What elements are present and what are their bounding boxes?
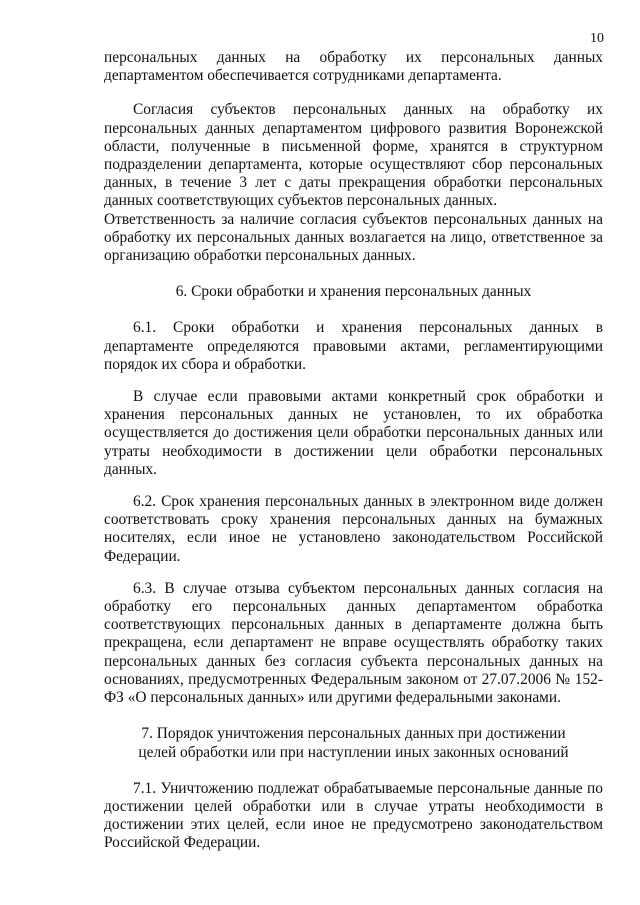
paragraph-consents-storage: Согласия субъектов персональных данных на обработку их персональных данных департаментом цифрового развития Воронежской области, полученные в письменной форме, хранятся в структурном подразделении департамента, которые осуществляют сбор персональных данных, в течение 3 лет с даты прекращения обработки персональных данных соответствующих субъектов персональных данных. [104,101,603,210]
paragraph-responsibility: Ответственность за наличие согласия субъектов персональных данных на обработку их персональных данных возлагается на лицо, ответственное за организацию обработки персональных данных. [104,210,603,265]
document-body [104,49,603,853]
paragraph-6-3: 6.3. В случае отзыва субъектом персональных данных согласия на обработку его персональных данных департаментом обработка соответствующих персональных данных в департаменте должна быть прекращена, если департамент не вправе осуществлять обработку таких персональных данных без согласия субъекта персональных данных на основаниях, предусмотренных Федеральным законом от 27.07.2006 № 152-ФЗ «О персональных данных» или другими федеральными законами. [104,579,603,707]
section-7-heading [104,725,603,761]
page-number: 10 [590,31,604,46]
paragraph-6-2: 6.2. Срок хранения персональных данных в электронном виде должен соответствовать сроку хранения персональных данных на бумажных носителях, если иное не установлено законодательством Российской Федерации. [104,493,603,565]
section-6-heading: 6. Сроки обработки и хранения персональных данных [175,283,532,301]
paragraph-continuation: персональных данных на обработку их персональных данных департаментом обеспечивается сотрудниками департамента. [104,49,603,85]
paragraph-6-1-b: В случае если правовыми актами конкретный срок обработки и хранения персональных данных не установлен, то их обработка осуществляется до достижения цели обработки персональных данных или утраты необходимости в достижении цели обработки персональных данных. [104,388,603,478]
paragraph-7-1: 7.1. Уничтожению подлежат обрабатываемые персональные данные по достижении целей обработки или в случае утраты необходимости в достижении этих целей, если иное не предусмотрено законодательством Российской Федерации. [104,779,603,852]
section-7-heading-line-1: 7. Порядок уничтожения персональных данных при достижении [141,725,566,743]
section-7-heading-line-2: целей обработки или при наступлении иных законных оснований [138,743,569,761]
paragraph-6-1: 6.1. Сроки обработки и хранения персональных данных в департаменте определяются правовыми актами, регламентирующими порядок их сбора и обработки. [104,319,603,373]
